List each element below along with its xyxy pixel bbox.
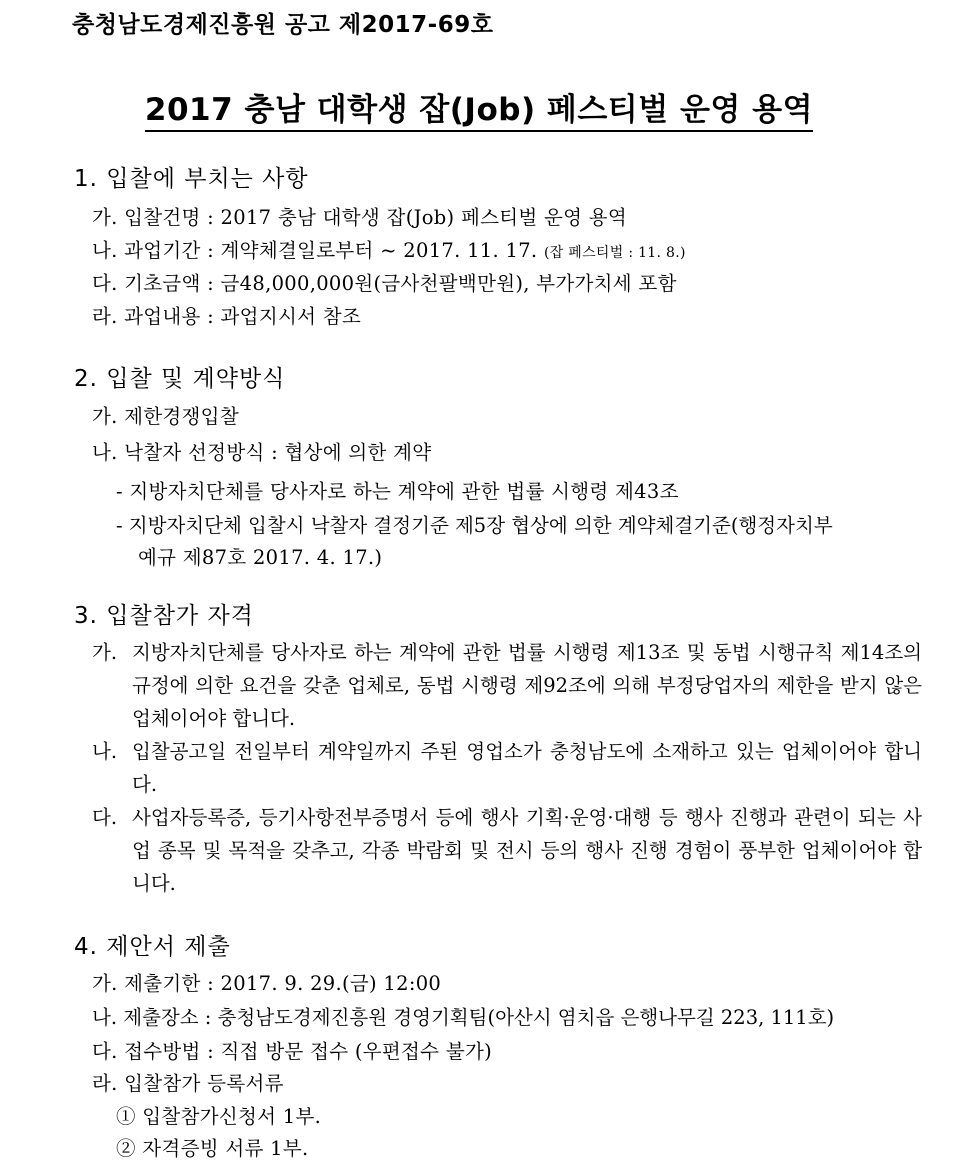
section-4-doc-1: ① 입찰참가신청서 1부. xyxy=(116,1105,322,1128)
section-4-item-d: 라. 입찰참가 등록서류 xyxy=(92,1072,284,1095)
section-1-item-b xyxy=(92,235,686,263)
section-1-item-a: 가. 입찰건명 : 2017 충남 대학생 잡(Job) 페스티벌 운영 용역 xyxy=(92,206,628,229)
section-3-item-b-label: 나. xyxy=(92,740,118,763)
section-3-item-b-text: 입찰공고일 전일부터 계약일까지 주된 영업소가 충청남도에 소재하고 있는 업체이어야 합니다. xyxy=(132,740,922,796)
section-3-item-c-text: 사업자등록증, 등기사항전부증명서 등에 행사 기획·운영·대행 등 행사 진행과 관련이 되는 사업 종목 및 목적을 갖추고, 각종 박람회 및 전시 등의 행사 진행 경험이 풍부한 업체이어야 합니다. xyxy=(132,806,922,895)
section-2-item-a: 가. 제한경쟁입찰 xyxy=(92,405,239,428)
section-3-heading: 3. 입찰참가 자격 xyxy=(74,603,254,629)
section-2-item-b: 나. 낙찰자 선정방식 : 협상에 의한 계약 xyxy=(92,441,432,464)
section-3-item-a-text: 지방자치단체를 당사자로 하는 계약에 관한 법률 시행령 제13조 및 동법 시행규칙 제14조의 규정에 의한 요건을 갖춘 업체로, 동법 시행령 제92조에 의해 부정당업자의 제한을 받지 않은 업체이어야 합니다. xyxy=(132,641,922,730)
section-3-item-c-label: 다. xyxy=(92,806,118,829)
section-2-sub-2-line-1: - 지방자치단체 입찰시 낙찰자 결정기준 제5장 협상에 의한 계약체결기준(행정자치부 xyxy=(116,514,833,537)
section-1-item-b-text: 나. 과업기간 : 계약체결일로부터 ~ 2017. 11. 17. xyxy=(92,239,538,262)
section-4-doc-2: ② 자격증빙 서류 1부. xyxy=(116,1137,309,1160)
section-3-item-a xyxy=(92,636,922,735)
section-3-item-b xyxy=(92,735,922,801)
section-4-item-c: 다. 접수방법 : 직접 방문 접수 (우편접수 불가) xyxy=(92,1040,493,1063)
section-2-sub-1: - 지방자치단체를 당사자로 하는 계약에 관한 법률 시행령 제43조 xyxy=(116,480,679,503)
section-1-item-c: 다. 기초금액 : 금48,000,000원(금사천팔백만원), 부가가치세 포함 xyxy=(92,272,677,295)
section-1-item-d: 라. 과업내용 : 과업지시서 참조 xyxy=(92,305,362,328)
section-1-heading: 1. 입찰에 부치는 사항 xyxy=(74,166,309,192)
section-3-item-c xyxy=(92,801,922,900)
section-4-heading: 4. 제안서 제출 xyxy=(74,934,231,960)
section-3-item-a-label: 가. xyxy=(92,641,118,664)
section-1-item-b-note: (잡 페스티벌 : 11. 8.) xyxy=(543,245,686,261)
document-title-text: 2017 충남 대학생 잡(Job) 페스티벌 운영 용역 xyxy=(145,92,813,132)
section-4-item-a: 가. 제출기한 : 2017. 9. 29.(금) 12:00 xyxy=(92,972,442,995)
document-title xyxy=(0,84,958,129)
section-2-sub-2-line-2: 예규 제87호 2017. 4. 17.) xyxy=(138,546,383,569)
section-2-heading: 2. 입찰 및 계약방식 xyxy=(74,366,286,392)
notice-number: 충청남도경제진흥원 공고 제2017-69호 xyxy=(72,12,494,38)
section-4-item-b: 나. 제출장소 : 충청남도경제진흥원 경영기획팀(아산시 염치읍 은행나무길 223, 111호) xyxy=(92,1006,835,1029)
